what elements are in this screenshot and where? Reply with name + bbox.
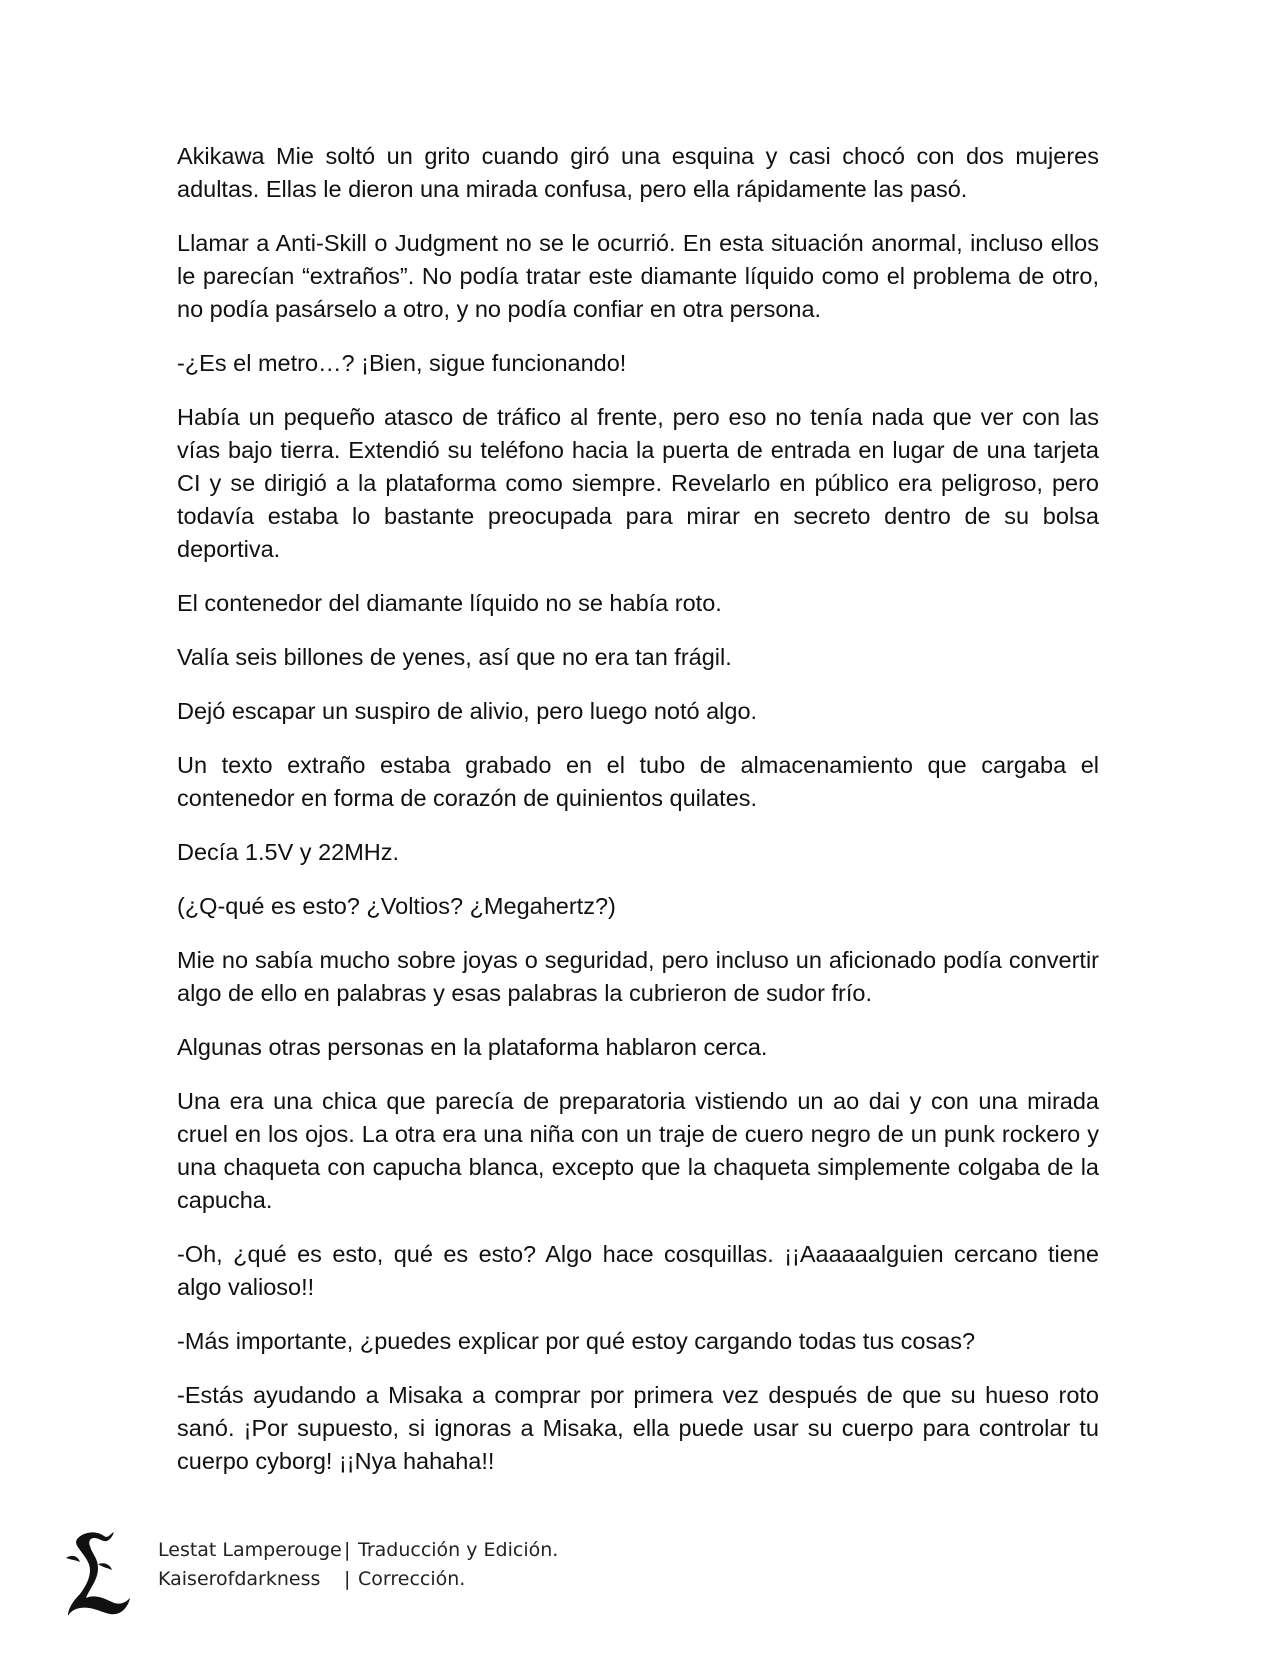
paragraph: Llamar a Anti-Skill o Judgment no se le ocurrió. En esta situación anormal, incluso ellos le parecían “extraños”. No podía tratar este diamante líquido como el problema de otro, no podía pasárselo a otro, y no podía confiar en otra persona. xyxy=(177,230,1099,322)
credit-role: Traducción y Edición. xyxy=(358,1539,559,1561)
paragraph: Una era una chica que parecía de preparatoria vistiendo un ao dai y con una mirada cruel en los ojos. La otra era una niña con un traje de cuero negro de un punk rockero y una chaqueta con capucha blanca, excepto que la chaqueta simplemente colgaba de la capucha. xyxy=(177,1088,1099,1213)
gothic-L-logo-icon xyxy=(64,1528,134,1618)
credit-separator: | xyxy=(344,1539,351,1561)
credit-role: Corrección. xyxy=(358,1568,466,1590)
footer xyxy=(64,1528,764,1618)
paragraph: Akikawa Mie soltó un grito cuando giró una esquina y casi chocó con dos mujeres adultas. Ellas le dieron una mirada confusa, pero ella rápidamente las pasó. xyxy=(177,143,1099,202)
paragraph: Había un pequeño atasco de tráfico al frente, pero eso no tenía nada que ver con las vías bajo tierra. Extendió su teléfono hacia la puerta de entrada en lugar de una tarjeta CI y se dirigió a la plataforma como siempre. Revelarlo en público era peligroso, pero todavía estaba lo bastante preocupada para mirar en secreto dentro de su bolsa deportiva. xyxy=(177,404,1099,562)
paragraph: Mie no sabía mucho sobre joyas o seguridad, pero incluso un aficionado podía convertir algo de ello en palabras y esas palabras la cubrieron de sudor frío. xyxy=(177,947,1099,1006)
paragraph: -Más importante, ¿puedes explicar por qué estoy cargando todas tus cosas? xyxy=(177,1328,976,1354)
paragraph: -¿Es el metro…? ¡Bien, sigue funcionando! xyxy=(177,350,627,376)
paragraph: (¿Q-qué es esto? ¿Voltios? ¿Megahertz?) xyxy=(177,893,616,919)
paragraph: Un texto extraño estaba grabado en el tubo de almacenamiento que cargaba el contenedor en forma de corazón de quinientos quilates. xyxy=(177,752,1099,811)
credit-separator: | xyxy=(344,1568,351,1590)
paragraph: Valía seis billones de yenes, así que no era tan frágil. xyxy=(177,644,732,670)
paragraph: Dejó escapar un suspiro de alivio, pero luego notó algo. xyxy=(177,698,758,724)
paragraph: -Estás ayudando a Misaka a comprar por primera vez después de que su hueso roto sanó. ¡Por supuesto, si ignoras a Misaka, ella puede usar su cuerpo para controlar tu cuerpo cyborg! ¡¡Nya hahaha!! xyxy=(177,1382,1099,1474)
paragraph: Algunas otras personas en la plataforma hablaron cerca. xyxy=(177,1034,768,1060)
footer-credits xyxy=(158,1536,558,1594)
credit-name: Kaiserofdarkness xyxy=(158,1568,321,1590)
paragraph: -Oh, ¿qué es esto, qué es esto? Algo hace cosquillas. ¡¡Aaaaaalguien cercano tiene algo valioso!! xyxy=(177,1241,1099,1300)
paragraph: El contenedor del diamante líquido no se había roto. xyxy=(177,590,722,616)
paragraph: Decía 1.5V y 22MHz. xyxy=(177,839,400,865)
credit-name: Lestat Lamperouge xyxy=(158,1539,342,1561)
credit-row xyxy=(158,1565,558,1594)
credit-row xyxy=(158,1536,558,1565)
body-text xyxy=(177,140,1099,1499)
